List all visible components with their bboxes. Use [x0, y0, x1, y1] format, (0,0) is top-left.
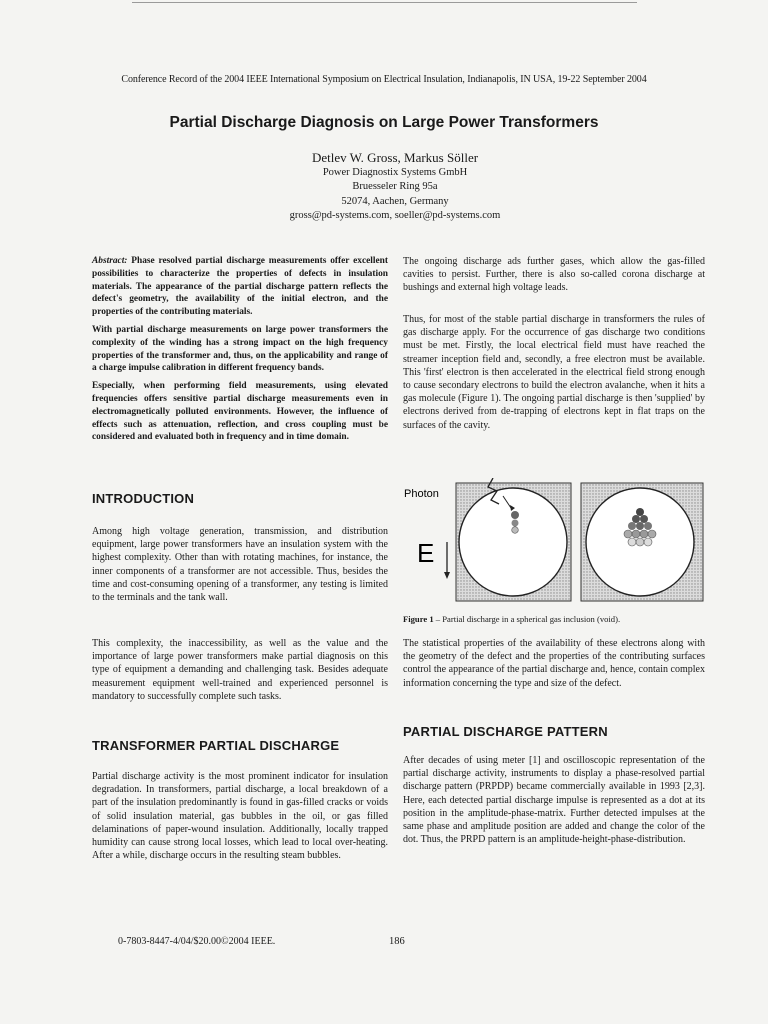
figure-1 [403, 478, 708, 608]
heading-introduction: INTRODUCTION [92, 491, 195, 506]
paper-title: Partial Discharge Diagnosis on Large Power Transformers [169, 114, 599, 131]
void-left [459, 488, 567, 596]
molecule-icon [511, 511, 519, 519]
heading-pd-pattern: PARTIAL DISCHARGE PATTERN [403, 724, 608, 739]
photon-label: Photon [404, 488, 439, 500]
affiliation-city: 52074, Aachen, Germany [341, 195, 449, 207]
down-arrow-icon [444, 572, 450, 579]
tpd-paragraph-1: Partial discharge activity is the most prominent indicator for insulation degradation. In transformers, partial discharge, a local breakdown of a part of the insulation predominantly is found in gas-filled cracks or voids of solid insulation material, gas bubbles in the oil, or gas filled delaminations of paper-wound insulation. Additionally, locally trapped humidity can cause strong local losses, which lead to local over-heating. After a while, discharge occurs in the resulting steam bubbles. [92, 771, 388, 862]
figure-1-caption: Figure 1 – Partial discharge in a spherical gas inclusion (void). [403, 614, 621, 624]
affiliation-company: Power Diagnostix Systems GmbH [322, 166, 468, 178]
page-number: 186 [389, 936, 405, 947]
intro-paragraph-1: Among high voltage generation, transmission, and distribution equipment, large power transformers have an insulation system with the highest complexity. Other than with rotating machines, for instance, the inner components of a transformer are not accessible. Thus, besides the time and cost-consuming opening of a transformer, any testing is limited to the terminals and the tank wall. [92, 526, 388, 604]
right-paragraph-1: The ongoing discharge ads further gases, which allow the gas-filled cavities to persist. Further, there is also so-called corona discharge at bushings and external high voltage leads. [403, 256, 705, 294]
affiliation-street: Bruesseler Ring 95a [352, 181, 438, 192]
heading-transformer-pd: TRANSFORMER PARTIAL DISCHARGE [92, 738, 340, 753]
top-rule [132, 2, 637, 3]
molecule-icon [512, 527, 519, 534]
right-paragraph-3: The statistical properties of the availability of these electrons along with the geometry of the defect and the properties of the contributing surfaces control the appearance of the partial discharge and, hence, contain complex information concerning the type and size of the defect. [403, 638, 705, 689]
abstract-p1: Abstract: Phase resolved partial discharge measurements offer excellent possibilities to characterize the properties of defects in insulation materials. The appearance of the partial discharge pattern reflects the defect's geometry, the availability of the initial electron, and the properties of the contributing materials. [92, 256, 388, 318]
pdp-paragraph-1: After decades of using meter [1] and oscilloscopic representation of the partial discharge activity, instruments to display a phase-resolved partial discharge pattern (PRPDP) became commercially available in 1993 [2,3]. Here, each detected partial discharge impulse is represented as a dot at its position in the amplitude-phase-matrix. Further detected impulses at the same phase and amplitude position are added and change the color of the dot. Thus, the PRPD pattern is an amplitude-height-phase-distribution. [403, 755, 705, 846]
affiliation-emails: gross@pd-systems.com, soeller@pd-systems.com [289, 210, 501, 221]
abstract [92, 255, 388, 444]
abstract-p2: With partial discharge measurements on large power transformers the complexity of the winding has a strong impact on the high frequency properties of the transformer and, thus, on the applicability and range of a charge impulse calibration in different frequency bands. [92, 324, 388, 374]
author-block [0, 151, 768, 224]
field-label: E [417, 538, 435, 568]
authors: Detlev W. Gross, Markus Söller [311, 150, 479, 165]
figure-1-diagram [403, 478, 708, 608]
conference-header: Conference Record of the 2004 IEEE International Symposium on Electrical Insulation, Indianapolis, IN USA, 19-22 September 2004 [121, 74, 647, 85]
molecule-icon [512, 520, 519, 527]
abstract-label: Abstract: [92, 256, 128, 266]
intro-paragraph-2: This complexity, the inaccessibility, as well as the value and the importance of large power transformers make partial diagnosis on this type of equipment a demanding and challenging task. Besides adequate measurement equipment well-trained and experienced personnel is mandatory to successfully complete such tasks. [92, 638, 388, 702]
right-paragraph-2: Thus, for most of the stable partial discharge in transformers the rules of gas discharge apply. For the occurrence of gas discharge two conditions must be met. Firstly, the local electrical field must have reached the streamer inception field and, secondly, a free electron must be available. This 'first' electron is then accelerated in the electrical field strong enough to cause secondary electrons to build the electron avalanche, when it hits a gas molecule (Figure 1). The ongoing partial discharge is then 'supplied' by electrons derived from de-trapping of electrons kept in flat traps on the surfaces of the cavity. [403, 314, 705, 431]
abstract-p3: Especially, when performing field measurements, using elevated frequencies offers sensitive partial discharge measurements even in electromagnetically polluted environments. However, the influence of effects such as attenuation, reflection, and cross coupling must be considered and evaluated both in frequency and in time domain. [92, 381, 388, 443]
footer-copyright: 0-7803-8447-4/04/$20.00©2004 IEEE. [118, 936, 276, 947]
